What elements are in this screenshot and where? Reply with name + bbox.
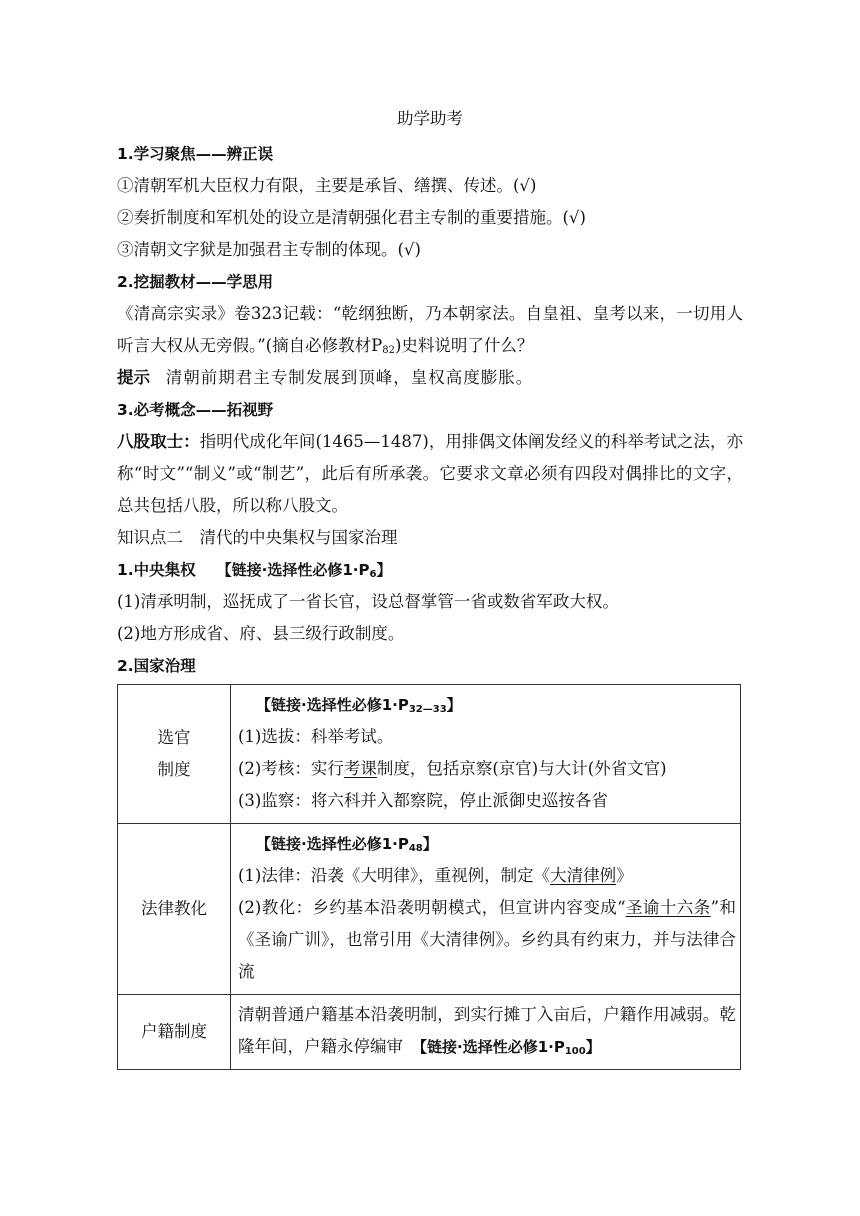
selection-line: (1)选拔：科举考试。 bbox=[238, 727, 394, 746]
true-false-item-2: ②奏折制度和军机处的设立是清朝强化君主专制的重要措施。(√) bbox=[117, 208, 586, 227]
supervision-line: (3)监察：将六科并入都察院，停止派御史巡按各省 bbox=[238, 791, 608, 810]
table-row bbox=[118, 685, 741, 824]
underlined-term: 大清律例 bbox=[550, 866, 617, 885]
table-row bbox=[118, 824, 741, 995]
source-question-text: 《清高宗实录》卷323记载：“乾纲独断，乃本朝家法。自皇祖、皇考以来，一切用人听言大权从无旁假。”(摘自必修教材P bbox=[117, 304, 743, 355]
row-content-law bbox=[231, 824, 741, 995]
textbook-link: 【链接·选择性必修$1\cdot P_{100}$】 bbox=[419, 1038, 601, 1057]
table-row bbox=[118, 995, 741, 1070]
true-false-item-3: ③清朝文字狱是加强君主专制的体现。(√) bbox=[117, 240, 421, 259]
concept-term: 八股取士： bbox=[117, 432, 200, 451]
central-power-heading: 1.中央集权 bbox=[117, 561, 196, 579]
source-question bbox=[117, 298, 743, 362]
row-content-household: 清朝普通户籍基本沿袭明制，到实行摊丁入亩后，户籍作用减弱。乾隆年间，户籍永停编审 【链接·选择性必修$1\cdot P_{100}$】 bbox=[231, 995, 741, 1070]
row-content-official-selection bbox=[231, 685, 741, 824]
concept-definition bbox=[117, 426, 743, 522]
section-2-heading: 2.挖掘教材——学思用 bbox=[117, 273, 274, 291]
tip-label: 提示 bbox=[117, 368, 150, 387]
textbook-link: 【链接·选择性必修$1\cdot P_6$】 bbox=[216, 561, 392, 580]
row-label-law: 法律教化 bbox=[118, 824, 231, 995]
document-page bbox=[117, 104, 743, 1070]
section-3-heading: 3.必考概念——拓视野 bbox=[117, 401, 274, 419]
page-ref-sub: 82 bbox=[382, 345, 395, 356]
knowledge-point-title: 知识点二 清代的中央集权与国家治理 bbox=[117, 528, 398, 547]
page-title: 助学助考 bbox=[397, 109, 463, 128]
textbook-link: 【链接·选择性必修$1\cdot P_{32—33}$】 bbox=[256, 696, 462, 715]
governance-table bbox=[117, 684, 741, 1070]
central-power-item-2: (2)地方形成省、府、县三级行政制度。 bbox=[117, 624, 405, 643]
section-1-heading: 1.学习聚焦——辨正误 bbox=[117, 145, 274, 163]
row-label-household: 户籍制度 bbox=[118, 995, 231, 1070]
true-false-item-1: ①清朝军机大臣权力有限，主要是承旨、缮撰、传述。(√) bbox=[117, 176, 537, 195]
central-power-heading-line bbox=[117, 554, 743, 586]
governance-heading: 2.国家治理 bbox=[117, 657, 196, 675]
textbook-link: 【链接·选择性必修$1\cdot P_{48}$】 bbox=[256, 835, 438, 854]
assessment-line: (2)考核：实行考课制度，包括京察(京官)与大计(外省文官) bbox=[238, 759, 667, 778]
law-line: (1)法律：沿袭《大明律》，重视例，制定《大清律例》 bbox=[238, 866, 633, 885]
tip-text: 清朝前期君主专制发展到顶峰，皇权高度膨胀。 bbox=[165, 368, 534, 387]
source-question-end: )史料说明了什么？ bbox=[394, 336, 534, 355]
central-power-item-1: (1)清承明制，巡抚成了一省长官，设总督掌管一省或数省军政大权。 bbox=[117, 592, 619, 611]
education-line: (2)教化：乡约基本沿袭明朝模式，但宣讲内容变成“圣谕十六条”和《圣谕广训》，也常引用《大清律例》。乡约具有约束力，并与法律合流 bbox=[238, 898, 737, 981]
concept-text: 指明代成化年间(1465—1487)，用排偶文体阐发经义的科举考试之法，亦称“时文”“制义”或“制艺”，此后有所承袭。它要求文章必须有四段对偶排比的文字，总共包括八股，所以称八股文。 bbox=[117, 432, 744, 515]
row-label-official-selection: 选官 制度 bbox=[118, 685, 231, 824]
underlined-term: 圣谕十六条 bbox=[625, 898, 711, 917]
tip-line bbox=[117, 362, 743, 394]
underlined-term: 考课 bbox=[343, 759, 377, 778]
